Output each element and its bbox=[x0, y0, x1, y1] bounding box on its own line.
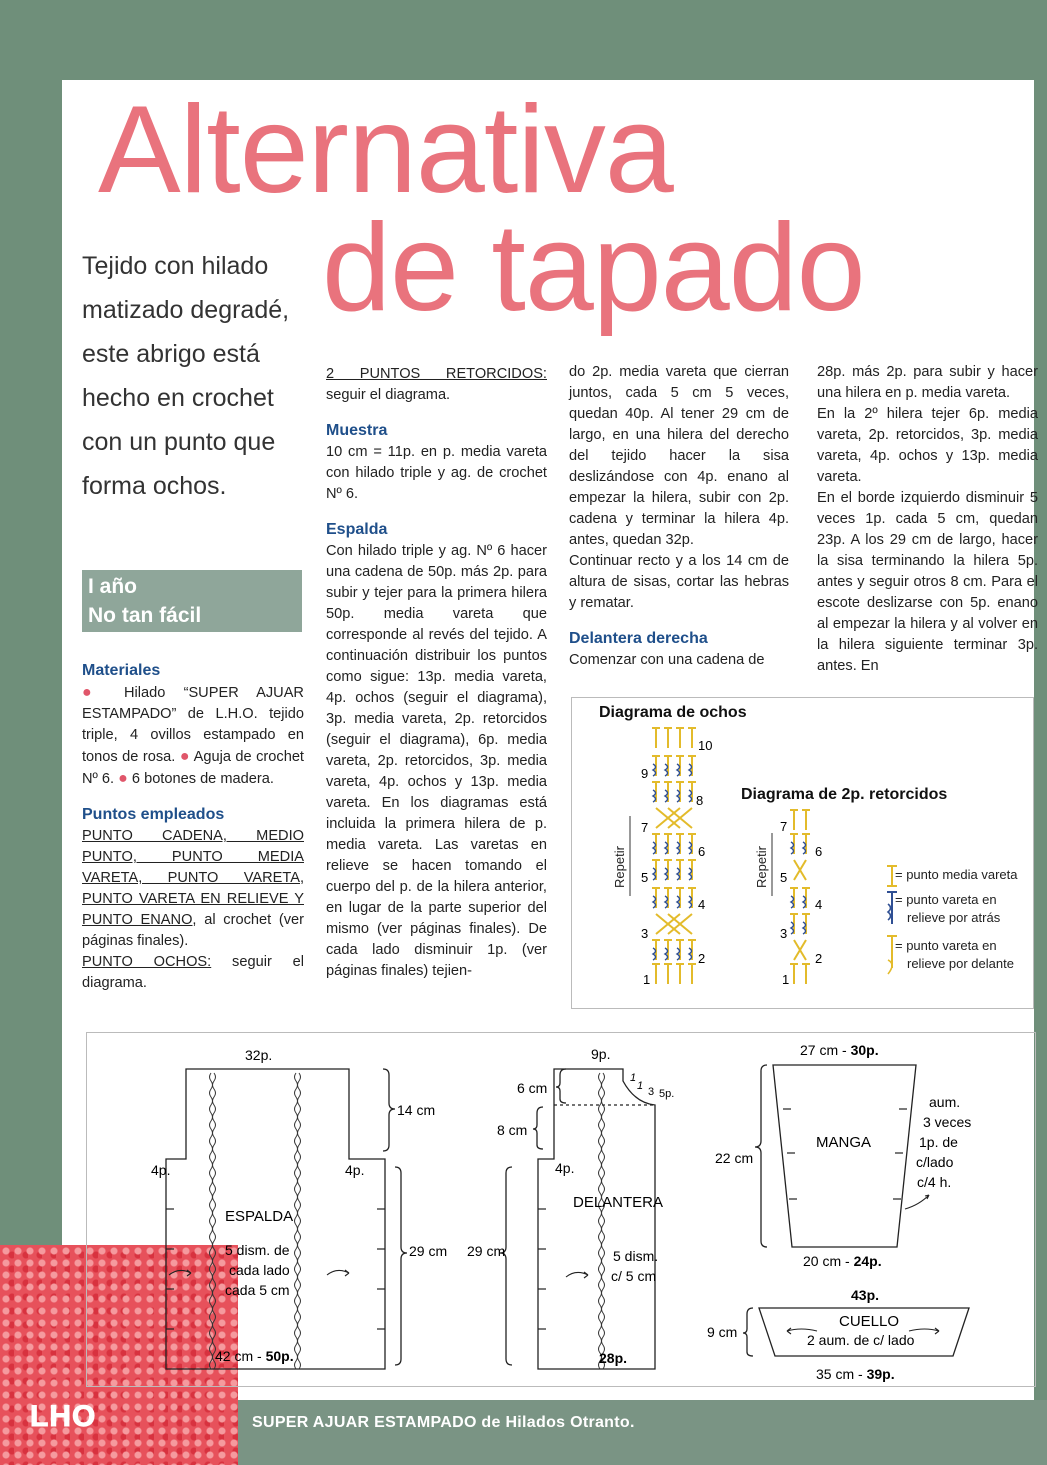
column-4 bbox=[817, 362, 1038, 677]
relief-stitch-symbol bbox=[790, 834, 798, 854]
row-number: 7 bbox=[641, 820, 649, 835]
manga-outline bbox=[773, 1065, 916, 1247]
manga-length-label: 22 cm bbox=[715, 1150, 754, 1166]
delantera-continued: 28p. más 2p. para subir y hacer una hilera en p. media vareta. bbox=[817, 364, 1038, 401]
relief-stitch-symbol bbox=[664, 940, 672, 960]
row-number: 4 bbox=[698, 897, 706, 912]
relief-stitch-symbol bbox=[676, 782, 684, 802]
row-number: 4 bbox=[815, 897, 823, 912]
delantera-outline bbox=[538, 1069, 655, 1369]
ochos-stitch-grid bbox=[652, 728, 696, 984]
row-number: 6 bbox=[698, 844, 706, 859]
media-vareta-stitch-symbol bbox=[652, 964, 660, 984]
difficulty-year: I año bbox=[88, 575, 138, 598]
row-number: 1 bbox=[782, 972, 790, 987]
cuello-bottom-label: 35 cm - 39p. bbox=[816, 1366, 895, 1382]
bracket bbox=[755, 1065, 767, 1247]
intro-text bbox=[82, 244, 322, 508]
intro-line: hecho en crochet bbox=[82, 384, 274, 412]
escote-step: 1 bbox=[637, 1080, 644, 1092]
row-number: 2 bbox=[815, 951, 823, 966]
column-2 bbox=[326, 364, 547, 982]
schematics-box bbox=[86, 1032, 1036, 1387]
cuello-label: CUELLO bbox=[839, 1313, 900, 1330]
delantera-note: 5 dism. bbox=[613, 1248, 659, 1264]
difficulty-label: No tan fácil bbox=[88, 604, 202, 627]
row-number: 3 bbox=[641, 926, 649, 941]
relief-stitch-symbol bbox=[652, 860, 660, 880]
pattern-schematics bbox=[87, 1033, 1035, 1386]
legend-relieve-atras: = punto vareta en relieve por atrás bbox=[895, 892, 1001, 925]
bracket bbox=[533, 1107, 543, 1149]
relief-stitch-symbol bbox=[676, 860, 684, 880]
escote-step: 5p. bbox=[659, 1088, 675, 1100]
ochos-diagram-title: Diagrama de ochos bbox=[599, 704, 747, 721]
manga-aum: 1p. de bbox=[919, 1134, 958, 1150]
cable-cross-symbol bbox=[656, 914, 680, 934]
relief-stitch-symbol bbox=[688, 860, 696, 880]
relief-stitch-symbol bbox=[664, 756, 672, 776]
media-vareta-stitch-symbol bbox=[802, 964, 810, 984]
media-vareta-stitch-symbol bbox=[790, 810, 798, 830]
cuello-top-label: 43p. bbox=[851, 1287, 880, 1303]
legend-relieve-delante: = punto vareta en relieve por delante bbox=[895, 938, 1014, 971]
relief-stitch-symbol bbox=[676, 940, 684, 960]
manga-aum: 3 veces bbox=[923, 1114, 972, 1130]
materiales-heading: Materiales bbox=[82, 662, 161, 679]
cable-cross-symbol bbox=[794, 860, 806, 880]
manga-aum: c/4 h. bbox=[917, 1174, 952, 1190]
row-number: 7 bbox=[780, 819, 788, 834]
espalda-bottom-label: 42 cm - 50p. bbox=[215, 1348, 294, 1364]
relief-stitch-symbol bbox=[790, 888, 798, 908]
manga-aum: c/lado bbox=[916, 1154, 954, 1170]
bullet-icon: ● bbox=[118, 770, 128, 787]
relief-stitch-symbol bbox=[802, 914, 810, 934]
puntos-heading: Puntos empleados bbox=[82, 806, 225, 823]
espalda-continued: do 2p. media vareta que cierran juntos, cada 5 cm 5 veces, quedan 40p. Al tener 29 cm de largo, en una hilera del derecho del tejido hacer la sisa deslizándose con 4p. enano al empezar la hilera, subir con 2p. cadena y terminar la hilera 4p. antes, quedan 32p. bbox=[569, 364, 789, 548]
intro-line: Tejido con hilado bbox=[82, 252, 269, 280]
relief-stitch-symbol bbox=[652, 940, 660, 960]
row-number: 10 bbox=[698, 738, 713, 753]
bracket bbox=[556, 1069, 566, 1103]
retorcidos-text: 2 PUNTOS RETORCIDOS: seguir el diagrama. bbox=[326, 366, 547, 403]
bracket bbox=[743, 1308, 753, 1356]
bracket bbox=[500, 1167, 512, 1365]
relief-stitch-symbol bbox=[676, 888, 684, 908]
delantera-note: c/ 5 cm bbox=[611, 1268, 657, 1284]
media-vareta-stitch-symbol bbox=[664, 728, 672, 748]
espalda-side-label: 4p. bbox=[345, 1162, 365, 1178]
muestra-heading: Muestra bbox=[326, 422, 388, 439]
bracket bbox=[395, 1167, 407, 1365]
media-vareta-stitch-symbol bbox=[790, 964, 798, 984]
delantera-escote-height: 6 cm bbox=[517, 1080, 548, 1096]
relief-stitch-symbol bbox=[664, 834, 672, 854]
repetir-label: Repetir bbox=[754, 846, 769, 888]
brand-logo: LHO bbox=[30, 1400, 97, 1433]
intro-line: matizado degradé, bbox=[82, 296, 290, 324]
relief-stitch-symbol bbox=[802, 834, 810, 854]
delantera-bottom-label: 28p. bbox=[599, 1350, 628, 1366]
puntos-text: PUNTO CADENA, MEDIO PUNTO, PUNTO MEDIA VARETA, PUNTO VARETA, PUNTO VARETA EN RELIEVE Y PUNTO ENANO, al crochet (ver páginas finales). bbox=[82, 828, 305, 949]
cable-wave bbox=[602, 1073, 605, 1369]
relief-stitch-symbol bbox=[676, 756, 684, 776]
delantera-label: DELANTERA bbox=[573, 1194, 664, 1211]
delantera-side-label: 4p. bbox=[555, 1160, 575, 1176]
legend-media-vareta: = punto media vareta bbox=[895, 867, 1018, 882]
espalda-side-label: 4p. bbox=[151, 1162, 171, 1178]
stitch-diagrams-box bbox=[571, 697, 1034, 1009]
green-frame-top bbox=[0, 0, 1047, 80]
relief-stitch-symbol bbox=[688, 888, 696, 908]
delantera-sisa-height: 8 cm bbox=[497, 1122, 528, 1138]
espalda-sisa-height: 14 cm bbox=[397, 1102, 436, 1118]
media-vareta-stitch-symbol bbox=[688, 728, 696, 748]
espalda-finish: Continuar recto y a los 14 cm de altura de sisas, cortar las hebras y rematar. bbox=[569, 553, 789, 611]
espalda-note: 5 dism. de bbox=[225, 1242, 290, 1258]
intro-line: forma ochos. bbox=[82, 472, 227, 500]
row-number: 6 bbox=[815, 844, 823, 859]
cable-cross-symbol bbox=[668, 914, 692, 934]
column-3 bbox=[569, 362, 789, 671]
manga-aum: aum. bbox=[929, 1094, 961, 1110]
relief-stitch-symbol bbox=[664, 782, 672, 802]
cable-cross-symbol bbox=[656, 808, 680, 828]
relief-stitch-symbol bbox=[688, 756, 696, 776]
row-number: 5 bbox=[780, 870, 788, 885]
intro-line: con un punto que bbox=[82, 428, 276, 456]
cable-wave bbox=[213, 1073, 216, 1369]
media-vareta-stitch-symbol bbox=[676, 728, 684, 748]
page-title-line2: de tapado bbox=[322, 199, 865, 337]
media-vareta-stitch-symbol bbox=[802, 810, 810, 830]
delantera-text: Comenzar con una cadena de bbox=[569, 652, 765, 668]
espalda-note: cada 5 cm bbox=[225, 1282, 290, 1298]
row-number: 2 bbox=[698, 951, 706, 966]
row-number: 8 bbox=[696, 793, 704, 808]
delantera-rows: En la 2º hilera tejer 6p. media vareta, 2p. retorcidos, 3p. media vareta, 4p. ochos y 13p. media vareta. bbox=[817, 406, 1038, 485]
espalda-text: Con hilado triple y ag. Nº 6 hacer una cadena de 50p. más 2p. para subir y tejer para la primera hilera 50p. media vareta que corresponde al revés del tejido. A continuación distribuir los puntos como sigue: 13p. media vareta, 4p. ochos (seguir el diagrama), 3p. media vareta, 2p. retorcidos (seguir el diagrama), 6p. media vareta, 2p. retorcidos, 3p. media vareta, 4p. ochos y 13p. media vareta. En los diagramas está incluida la primera hilera de p. media vareta. Las varetas en relieve se hacen tomando el cuerpo del p. de la hilera anterior, en lugar de la parte superior del mismo (ver páginas finales). De cada lado disminuir 1p. (ver páginas finales) tejien- bbox=[326, 543, 547, 979]
relief-stitch-symbol bbox=[652, 756, 660, 776]
row-number: 9 bbox=[641, 766, 649, 781]
manga-top-label: 27 cm - 30p. bbox=[800, 1042, 879, 1058]
repetir-label: Repetir bbox=[612, 846, 627, 888]
bullet-icon: ● bbox=[179, 748, 190, 765]
footer-caption: SUPER AJUAR ESTAMPADO de Hilados Otranto. bbox=[252, 1414, 635, 1431]
manga-bottom-label: 20 cm - 24p. bbox=[803, 1253, 882, 1269]
materiales-text: ● Hilado “SUPER AJUAR ESTAMPADO” de L.H.O. tejido triple, 4 ovillos estampado en tonos de rosa. ● Aguja de crochet Nº 6. ● 6 botones de madera. bbox=[82, 684, 304, 787]
media-vareta-stitch-symbol bbox=[676, 964, 684, 984]
cuello-height-label: 9 cm bbox=[707, 1324, 738, 1340]
relief-stitch-symbol bbox=[676, 834, 684, 854]
cuello-note: 2 aum. de c/ lado bbox=[807, 1332, 915, 1348]
relief-stitch-symbol bbox=[652, 782, 660, 802]
page-title-line1: Alternativa bbox=[98, 81, 673, 219]
espalda-length-label: 29 cm bbox=[409, 1243, 448, 1259]
espalda-heading: Espalda bbox=[326, 521, 388, 538]
relief-stitch-symbol bbox=[664, 888, 672, 908]
muestra-text: 10 cm = 11p. en p. media vareta con hilado triple y ag. de crochet Nº 6. bbox=[326, 444, 547, 502]
relief-stitch-symbol bbox=[652, 888, 660, 908]
relief-stitch-symbol bbox=[688, 834, 696, 854]
media-vareta-stitch-symbol bbox=[652, 728, 660, 748]
retorcidos-diagram-title: Diagrama de 2p. retorcidos bbox=[741, 786, 948, 803]
cable-cross-symbol bbox=[668, 808, 692, 828]
relief-stitch-symbol bbox=[652, 834, 660, 854]
ochos-text: PUNTO OCHOS: seguir el diagrama. bbox=[82, 954, 304, 991]
column-1 bbox=[82, 660, 304, 994]
espalda-label: ESPALDA bbox=[225, 1208, 294, 1225]
row-number: 1 bbox=[643, 972, 651, 987]
escote-step: 1 bbox=[630, 1072, 637, 1084]
row-number: 3 bbox=[780, 926, 788, 941]
relief-stitch-symbol bbox=[802, 888, 810, 908]
cable-cross-symbol bbox=[794, 940, 806, 960]
espalda-note: cada lado bbox=[229, 1262, 290, 1278]
delantera-shaping: En el borde izquierdo disminuir 5 veces 1p. cada 5 cm, quedan 23p. A los 29 cm de largo, hacer la sisa terminando la hilera 5p. antes y seguir otros 8 cm. Para el escote deslizarse con 5p. enano al empezar la hilera y al volver en la hilera siguiente terminar 3p. antes. En bbox=[817, 490, 1038, 674]
intro-line: este abrigo está bbox=[82, 340, 260, 368]
cable-wave bbox=[298, 1073, 301, 1369]
relief-stitch-symbol bbox=[688, 940, 696, 960]
relief-stitch-symbol bbox=[664, 860, 672, 880]
media-vareta-stitch-symbol bbox=[688, 964, 696, 984]
delantera-length-label: 29 cm bbox=[467, 1243, 506, 1259]
retorcidos-stitch-grid bbox=[790, 810, 810, 984]
espalda-top-label: 32p. bbox=[245, 1047, 273, 1063]
bullet-icon: ● bbox=[82, 684, 106, 701]
delantera-top-label: 9p. bbox=[591, 1046, 611, 1062]
row-number: 5 bbox=[641, 870, 649, 885]
delantera-heading: Delantera derecha bbox=[569, 630, 708, 647]
media-vareta-stitch-symbol bbox=[664, 964, 672, 984]
escote-step: 3 bbox=[648, 1086, 655, 1098]
relief-stitch-symbol bbox=[790, 914, 798, 934]
bracket bbox=[383, 1069, 395, 1151]
relief-stitch-symbol bbox=[688, 782, 696, 802]
difficulty-badge bbox=[82, 570, 302, 632]
manga-label: MANGA bbox=[816, 1134, 872, 1151]
